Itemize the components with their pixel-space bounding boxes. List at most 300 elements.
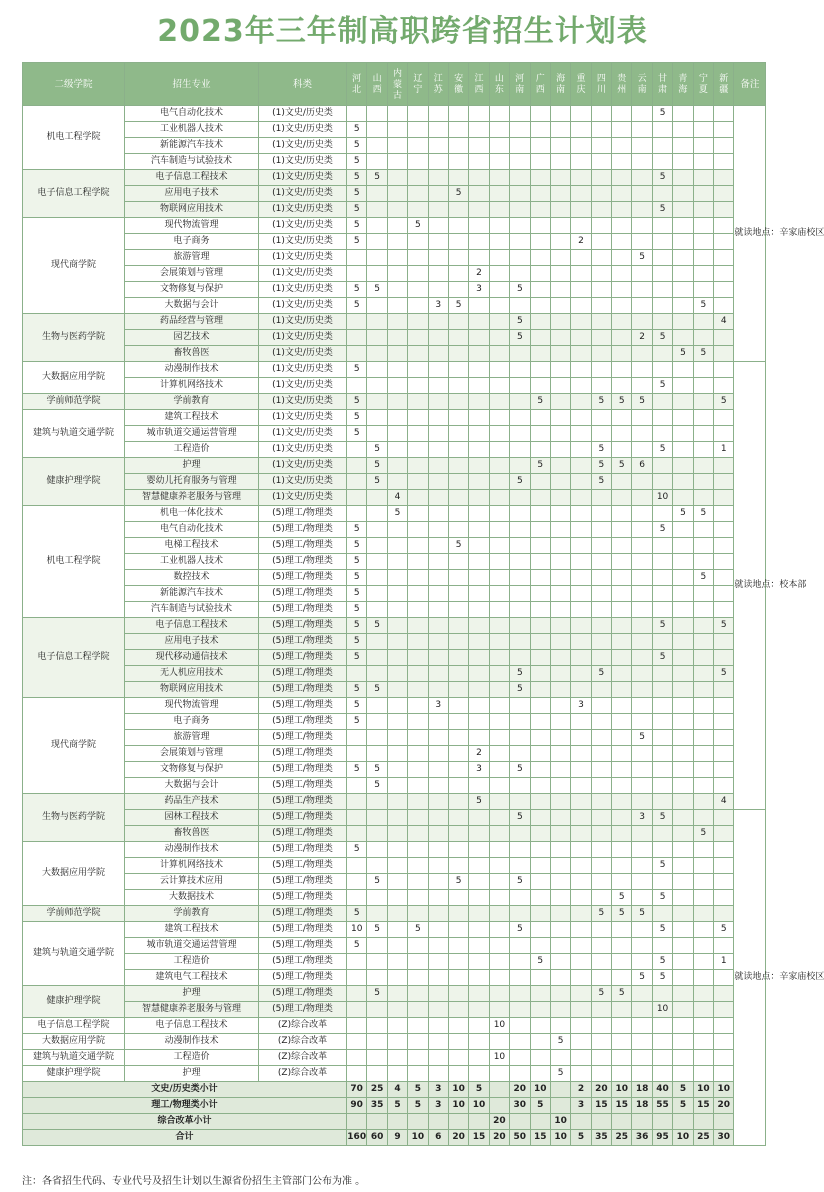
quota-cell [612,1002,632,1018]
quota-cell [387,842,407,858]
major-name: 现代移动通信技术 [125,650,259,666]
quota-cell [571,250,591,266]
header-province: 宁夏 [693,63,713,106]
quota-cell [408,234,428,250]
quota-cell [591,874,611,890]
quota-cell [387,922,407,938]
quota-cell [489,202,509,218]
quota-cell [469,506,489,522]
quota-cell [448,858,468,874]
quota-cell [714,826,734,842]
quota-cell [408,282,428,298]
quota-cell [632,1050,652,1066]
quota-cell [652,570,672,586]
major-name: 无人机应用技术 [125,666,259,682]
quota-cell [652,298,672,314]
quota-cell: 5 [367,874,387,890]
quota-cell [387,858,407,874]
major-name: 旅游管理 [125,730,259,746]
quota-cell [469,362,489,378]
quota-cell [469,666,489,682]
quota-cell [530,170,550,186]
quota-cell [632,714,652,730]
quota-cell: 5 [347,298,367,314]
quota-cell [652,586,672,602]
quota-cell [571,618,591,634]
quota-cell [632,378,652,394]
quota-cell [550,138,570,154]
quota-cell: 5 [591,474,611,490]
quota-cell [693,762,713,778]
quota-cell: 5 [714,618,734,634]
quota-cell: 3 [469,282,489,298]
quota-cell [367,554,387,570]
quota-cell [510,1066,530,1082]
quota-cell [367,1050,387,1066]
quota-cell [387,378,407,394]
quota-cell: 5 [652,522,672,538]
quota-cell [652,826,672,842]
quota-cell [489,986,509,1002]
quota-cell: 5 [632,970,652,986]
quota-cell: 5 [510,874,530,890]
quota-cell [469,490,489,506]
quota-cell [550,218,570,234]
table-row [23,938,766,954]
quota-cell [489,874,509,890]
quota-cell [489,602,509,618]
quota-cell [530,714,550,730]
quota-cell [714,586,734,602]
quota-cell [469,250,489,266]
quota-cell [387,138,407,154]
quota-cell [550,314,570,330]
major-name: 物联网应用技术 [125,202,259,218]
college-name: 电子信息工程学院 [23,618,125,698]
quota-cell: 5 [347,122,367,138]
quota-cell [387,266,407,282]
quota-cell [408,682,428,698]
quota-cell [632,186,652,202]
quota-cell [489,922,509,938]
quota-cell [489,218,509,234]
summary-value [693,1114,713,1130]
summary-value [387,1114,407,1130]
quota-cell [714,506,734,522]
quota-cell [367,906,387,922]
quota-cell [387,218,407,234]
quota-cell [387,170,407,186]
table-row [23,346,766,362]
quota-cell [571,138,591,154]
quota-cell [714,426,734,442]
table-row [23,314,766,330]
quota-cell [550,378,570,394]
quota-cell [387,202,407,218]
quota-cell [367,506,387,522]
category-cell: (5)理工/物理类 [259,746,347,762]
quota-cell [652,122,672,138]
quota-cell [550,618,570,634]
quota-cell [714,202,734,218]
header-province: 四川 [591,63,611,106]
quota-cell [408,474,428,490]
quota-cell [591,650,611,666]
quota-cell [510,698,530,714]
quota-cell [652,282,672,298]
quota-cell [347,250,367,266]
quota-cell: 5 [347,570,367,586]
quota-cell [408,1050,428,1066]
quota-cell [428,618,448,634]
summary-value: 160 [347,1130,367,1146]
quota-cell [632,474,652,490]
quota-cell [489,570,509,586]
quota-cell [550,874,570,890]
quota-cell [510,634,530,650]
quota-cell [693,538,713,554]
quota-cell [448,810,468,826]
quota-cell [367,202,387,218]
quota-cell [652,506,672,522]
quota-cell: 5 [632,250,652,266]
quota-cell [510,538,530,554]
quota-cell [632,938,652,954]
quota-cell [489,170,509,186]
quota-cell [530,234,550,250]
quota-cell [612,602,632,618]
quota-cell [530,538,550,554]
quota-cell [469,682,489,698]
quota-cell [632,986,652,1002]
quota-cell: 2 [571,234,591,250]
quota-cell [448,570,468,586]
table-row [23,202,766,218]
table-row [23,906,766,922]
summary-value: 10 [612,1082,632,1098]
quota-cell: 5 [347,906,367,922]
quota-cell [550,490,570,506]
table-row [23,106,766,122]
quota-cell [469,714,489,730]
quota-cell [714,282,734,298]
quota-cell [693,218,713,234]
quota-cell [612,490,632,506]
quota-cell: 5 [347,218,367,234]
quota-cell [387,554,407,570]
quota-cell [693,410,713,426]
quota-cell [693,1002,713,1018]
quota-cell [469,442,489,458]
quota-cell: 5 [652,970,672,986]
quota-cell [632,746,652,762]
quota-cell [469,810,489,826]
quota-cell [632,842,652,858]
quota-cell [652,986,672,1002]
quota-cell: 1 [714,442,734,458]
category-cell: (1)文史/历史类 [259,330,347,346]
category-cell: (Z)综合改革 [259,1066,347,1082]
category-cell: (1)文史/历史类 [259,314,347,330]
major-name: 工业机器人技术 [125,122,259,138]
quota-cell [632,922,652,938]
quota-cell [469,1034,489,1050]
category-cell: (5)理工/物理类 [259,778,347,794]
quota-cell [530,570,550,586]
quota-cell [673,634,693,650]
quota-cell [591,586,611,602]
remark-cell: 就读地点：辛家庙校区 [734,810,766,1146]
quota-cell [632,266,652,282]
quota-cell [469,106,489,122]
quota-cell [387,330,407,346]
header-province: 云南 [632,63,652,106]
quota-cell [448,554,468,570]
quota-cell [387,1066,407,1082]
major-name: 会展策划与管理 [125,266,259,282]
quota-cell [367,714,387,730]
header-major: 招生专业 [125,63,259,106]
quota-cell [448,842,468,858]
category-cell: (5)理工/物理类 [259,762,347,778]
quota-cell [530,106,550,122]
quota-cell [408,906,428,922]
quota-cell [448,202,468,218]
quota-cell [367,314,387,330]
table-row [23,362,766,378]
quota-cell [612,650,632,666]
quota-cell [591,250,611,266]
quota-cell: 5 [591,986,611,1002]
summary-value: 55 [652,1098,672,1114]
quota-cell [448,1018,468,1034]
quota-cell [571,474,591,490]
major-name: 智慧健康养老服务与管理 [125,490,259,506]
summary-value [347,1114,367,1130]
quota-cell [673,170,693,186]
major-name: 工程造价 [125,442,259,458]
quota-cell [367,858,387,874]
quota-cell [632,234,652,250]
quota-cell [571,554,591,570]
quota-cell [489,410,509,426]
quota-cell [530,298,550,314]
college-name: 机电工程学院 [23,106,125,170]
table-header-row [23,63,766,106]
quota-cell [714,1018,734,1034]
quota-cell [550,666,570,682]
quota-cell [591,378,611,394]
quota-cell [408,586,428,602]
quota-cell [714,762,734,778]
summary-value: 20 [448,1130,468,1146]
quota-cell [673,746,693,762]
table-body [23,106,824,1146]
quota-cell [347,314,367,330]
quota-cell [367,570,387,586]
summary-value: 5 [469,1082,489,1098]
quota-cell: 5 [652,810,672,826]
quota-cell [652,730,672,746]
quota-cell [591,122,611,138]
quota-cell: 5 [347,362,367,378]
quota-cell [408,826,428,842]
table-row [23,218,766,234]
table-row [23,826,766,842]
quota-cell [367,186,387,202]
table-row [23,762,766,778]
quota-cell [469,970,489,986]
summary-value: 25 [367,1082,387,1098]
quota-cell: 5 [591,458,611,474]
category-cell: (5)理工/物理类 [259,938,347,954]
quota-cell [408,1034,428,1050]
quota-cell [571,634,591,650]
quota-cell [489,506,509,522]
quota-cell [612,938,632,954]
college-name: 机电工程学院 [23,506,125,618]
quota-cell [714,858,734,874]
table-row [23,1002,766,1018]
quota-cell [530,922,550,938]
quota-cell [612,170,632,186]
quota-cell [510,266,530,282]
table-row [23,170,766,186]
quota-cell [632,778,652,794]
quota-cell [612,202,632,218]
quota-cell [530,154,550,170]
header-province: 重庆 [571,63,591,106]
quota-cell [448,426,468,442]
quota-cell [489,394,509,410]
quota-cell: 5 [510,922,530,938]
category-cell: (5)理工/物理类 [259,554,347,570]
quota-cell [571,266,591,282]
summary-value [489,1082,509,1098]
quota-cell [571,538,591,554]
quota-cell [612,410,632,426]
quota-cell [347,858,367,874]
summary-row [23,1114,766,1130]
summary-value: 3 [571,1098,591,1114]
quota-cell [530,266,550,282]
quota-cell [652,906,672,922]
quota-cell: 5 [652,170,672,186]
table-row [23,1018,766,1034]
quota-cell [693,394,713,410]
quota-cell [673,410,693,426]
quota-cell [591,1002,611,1018]
major-name: 城市轨道交通运营管理 [125,426,259,442]
quota-cell [571,410,591,426]
quota-cell: 5 [387,506,407,522]
quota-cell [530,666,550,682]
quota-cell [571,746,591,762]
quota-cell [550,906,570,922]
quota-cell [591,634,611,650]
quota-cell [530,186,550,202]
quota-cell [530,506,550,522]
quota-cell [673,1002,693,1018]
quota-cell: 5 [408,218,428,234]
quota-cell [612,618,632,634]
quota-cell [489,826,509,842]
quota-cell [530,858,550,874]
quota-cell [408,202,428,218]
quota-cell [408,106,428,122]
quota-cell [714,346,734,362]
header-province: 辽宁 [408,63,428,106]
quota-cell [632,682,652,698]
footnote: 注：各省招生代码、专业代号及招生计划以生源省份招生主管部门公布为准 。 [22,1176,366,1187]
quota-cell [693,874,713,890]
quota-cell [714,746,734,762]
quota-cell [714,634,734,650]
quota-cell [571,986,591,1002]
quota-cell [510,442,530,458]
quota-cell [448,1002,468,1018]
quota-cell: 5 [714,666,734,682]
quota-cell [367,666,387,682]
quota-cell [448,410,468,426]
college-name: 学前师范学院 [23,906,125,922]
quota-cell: 5 [367,986,387,1002]
quota-cell [571,426,591,442]
quota-cell [550,202,570,218]
quota-cell [693,154,713,170]
quota-cell [367,842,387,858]
category-cell: (5)理工/物理类 [259,714,347,730]
quota-cell [530,970,550,986]
quota-cell: 5 [530,394,550,410]
quota-cell [510,826,530,842]
summary-value: 35 [367,1098,387,1114]
table-row [23,666,766,682]
category-cell: (1)文史/历史类 [259,426,347,442]
quota-cell [408,362,428,378]
quota-cell [469,570,489,586]
quota-cell [612,538,632,554]
quota-cell [448,890,468,906]
quota-cell [612,634,632,650]
quota-cell [591,362,611,378]
quota-cell [571,810,591,826]
quota-cell [448,698,468,714]
quota-cell [510,778,530,794]
quota-cell [571,906,591,922]
table-row [23,474,766,490]
quota-cell [571,794,591,810]
quota-cell [612,378,632,394]
table-row [23,730,766,746]
quota-cell [489,746,509,762]
quota-cell: 5 [652,106,672,122]
summary-value: 5 [408,1082,428,1098]
category-cell: (5)理工/物理类 [259,634,347,650]
major-name: 文物修复与保护 [125,762,259,778]
quota-cell [550,1018,570,1034]
quota-cell: 10 [489,1050,509,1066]
quota-cell [469,202,489,218]
college-name: 电子信息工程学院 [23,170,125,218]
quota-cell [510,154,530,170]
category-cell: (5)理工/物理类 [259,602,347,618]
major-name: 药品经营与管理 [125,314,259,330]
quota-cell [428,970,448,986]
quota-cell [347,874,367,890]
quota-cell [591,346,611,362]
quota-cell [510,234,530,250]
